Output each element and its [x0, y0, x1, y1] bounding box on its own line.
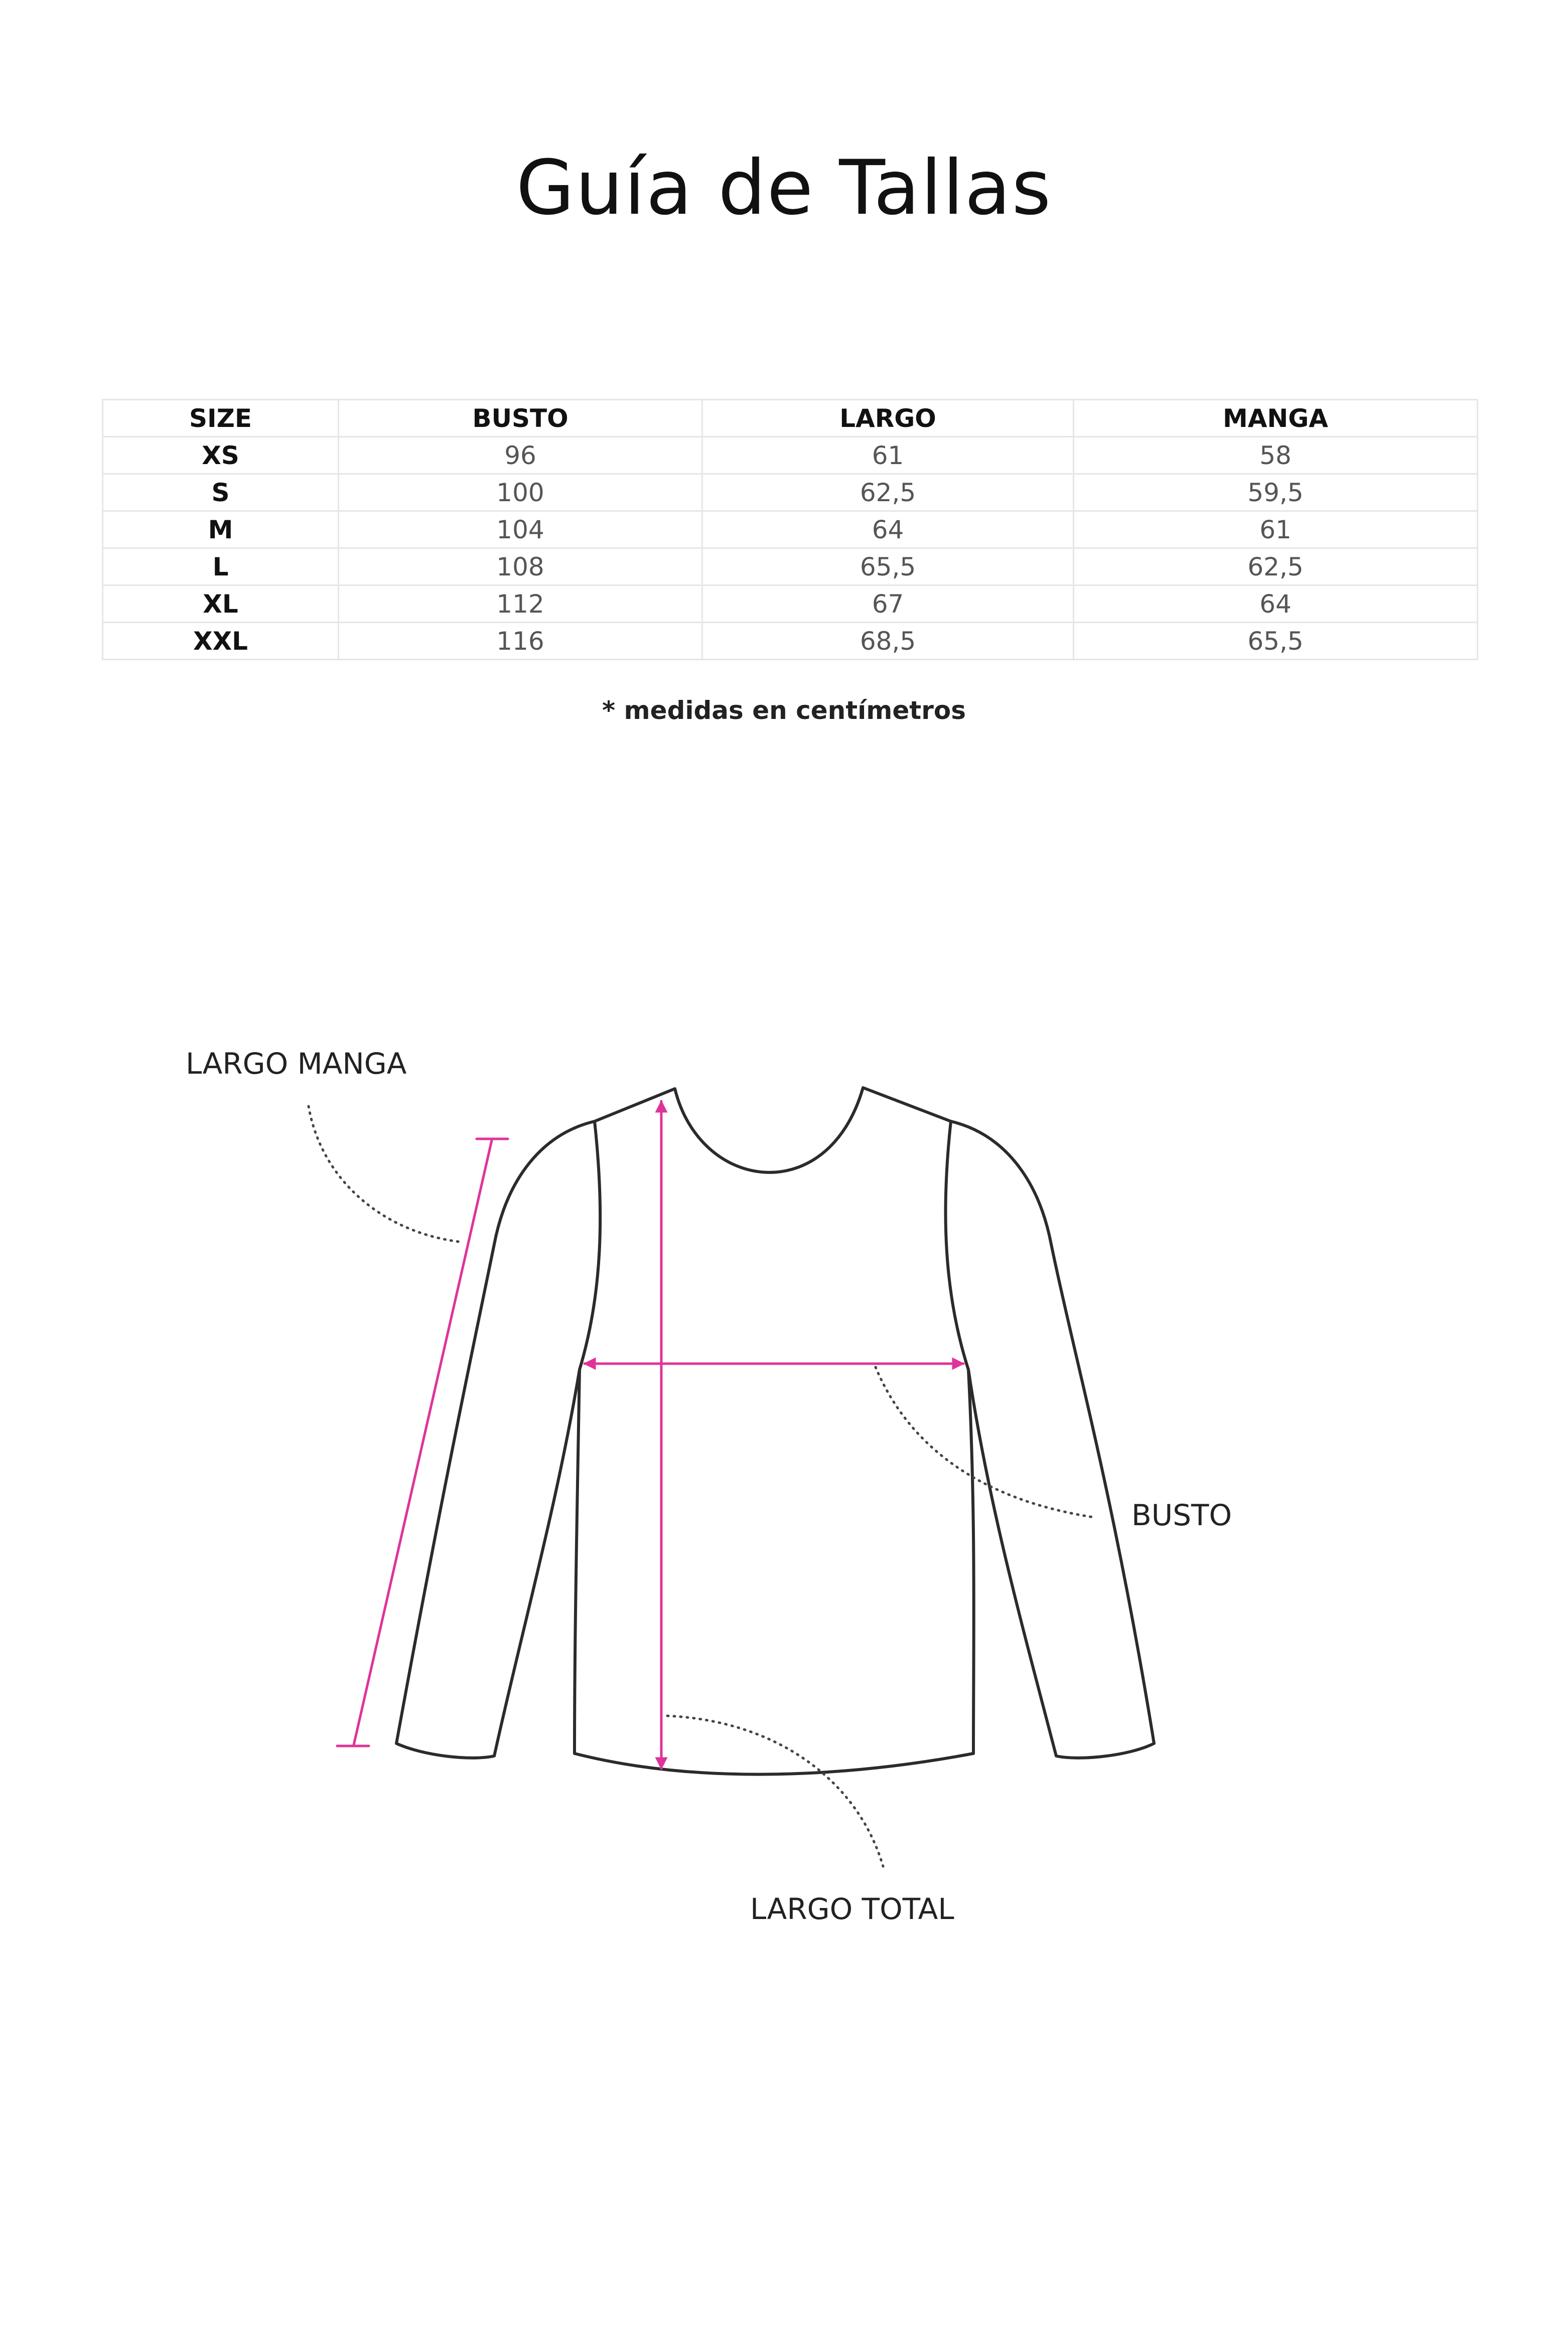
page-title: Guía de Tallas — [516, 144, 1052, 232]
measure-lines — [337, 1101, 963, 1769]
busto-value: 116 — [339, 623, 702, 660]
shirt-body-outline — [575, 1088, 974, 1775]
busto-value: 100 — [339, 474, 702, 511]
manga-value: 62,5 — [1074, 548, 1478, 585]
size-label: L — [103, 548, 339, 585]
size-label: S — [103, 474, 339, 511]
sleeve-leader-line — [309, 1106, 459, 1242]
size-label: XL — [103, 585, 339, 623]
sleeve-label: LARGO MANGA — [186, 1047, 407, 1081]
header-largo: LARGO — [702, 400, 1074, 437]
total-length-label: LARGO TOTAL — [750, 1892, 954, 1926]
size-label: XS — [103, 437, 339, 474]
manga-value: 64 — [1074, 585, 1478, 623]
right-sleeve-outline — [951, 1121, 1154, 1758]
manga-value: 58 — [1074, 437, 1478, 474]
busto-value: 112 — [339, 585, 702, 623]
footnote: * medidas en centímetros — [602, 696, 966, 725]
busto-value: 96 — [339, 437, 702, 474]
largo-value: 68,5 — [702, 623, 1074, 660]
length-leader-line — [667, 1716, 883, 1866]
largo-value: 65,5 — [702, 548, 1074, 585]
largo-value: 67 — [702, 585, 1074, 623]
manga-value: 65,5 — [1074, 623, 1478, 660]
largo-value: 62,5 — [702, 474, 1074, 511]
left-sleeve-outline — [396, 1121, 595, 1758]
sleeve-measure-line — [354, 1140, 492, 1745]
bust-leader-line — [876, 1367, 1096, 1518]
largo-value: 64 — [702, 511, 1074, 548]
size-label: XXL — [103, 623, 339, 660]
bust-label: BUSTO — [1131, 1498, 1232, 1532]
header-manga: MANGA — [1074, 400, 1478, 437]
manga-value: 59,5 — [1074, 474, 1478, 511]
largo-value: 61 — [702, 437, 1074, 474]
header-size: SIZE — [103, 400, 339, 437]
shirt-outline — [396, 1088, 1154, 1775]
busto-value: 104 — [339, 511, 702, 548]
header-busto: BUSTO — [339, 400, 702, 437]
manga-value: 61 — [1074, 511, 1478, 548]
busto-value: 108 — [339, 548, 702, 585]
size-label: M — [103, 511, 339, 548]
